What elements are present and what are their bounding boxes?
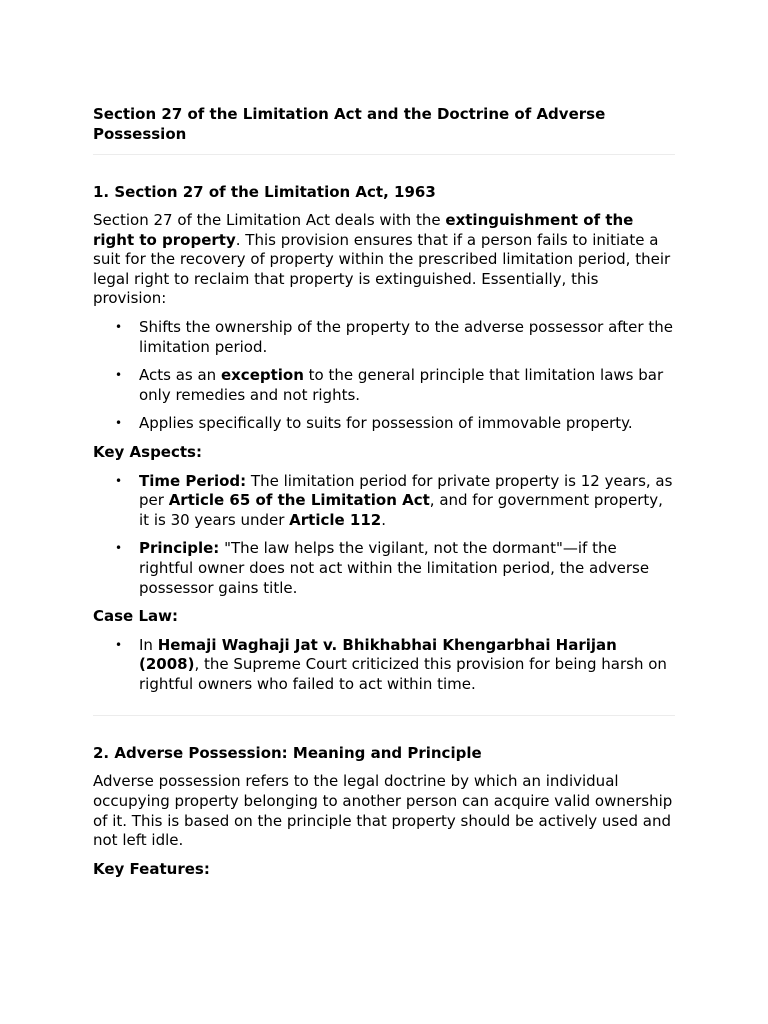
document-title: Section 27 of the Limitation Act and the Doctrine of Adverse Possession [93, 104, 675, 155]
section-2-intro: Adverse possession refers to the legal doctrine by which an individual occupying property belonging to another person can acquire valid ownership of it. This is based on the principle that property should be actively used and not left idle. [93, 772, 673, 850]
section-1-intro: Section 27 of the Limitation Act deals with the extinguishment of the right to property. This provision ensures that if a person fails to initiate a suit for the recovery of property within the prescribed limitation period, their legal right to reclaim that property is extinguished. Essentially, this provision: [93, 211, 671, 308]
list-item: • Acts as an exception to the general principle that limitation laws bar only remedies and not rights. [93, 366, 675, 405]
section-2-heading: 2. Adverse Possession: Meaning and Principle [93, 744, 482, 763]
bold-label: Time Period: [139, 471, 247, 490]
section-1-bullet-list [93, 318, 675, 434]
case-law-list [93, 636, 675, 695]
key-features-heading: Key Features: [93, 859, 210, 878]
bold-phrase: extinguishment of the right to property [93, 211, 634, 249]
bold-phrase: exception [220, 366, 304, 385]
list-item: • Time Period: The limitation period for private property is 12 years, as per Article 65 of the Limitation Act, and for government property, it is 30 years under Article 112. [93, 472, 675, 531]
bold-phrase: Hemaji Waghaji Jat v. Bhikhabhai Khengarbhai Harijan (2008) [139, 635, 617, 674]
section-1-heading: 1. Section 27 of the Limitation Act, 1963 [93, 183, 436, 201]
list-item: • Shifts the ownership of the property to the adverse possessor after the limitation period. [93, 318, 675, 357]
case-law-heading: Case Law: [93, 607, 178, 626]
list-item: • Principle: "The law helps the vigilant, not the dormant"—if the rightful owner does not act within the limitation period, the adverse possessor gains title. [93, 539, 675, 598]
bold-label: Principle: [139, 539, 220, 558]
key-aspects-list [93, 472, 675, 599]
bold-phrase: Article 65 of the Limitation Act [168, 491, 430, 510]
list-item: • Applies specifically to suits for possession of immovable property. [93, 414, 675, 434]
document-content [93, 104, 675, 888]
bold-phrase: Article 112 [289, 510, 382, 529]
list-item: • In Hemaji Waghaji Jat v. Bhikhabhai Khengarbhai Harijan (2008), the Supreme Court criticized this provision for being harsh on rightful owners who failed to act within time. [93, 636, 675, 695]
key-aspects-heading: Key Aspects: [93, 442, 202, 461]
